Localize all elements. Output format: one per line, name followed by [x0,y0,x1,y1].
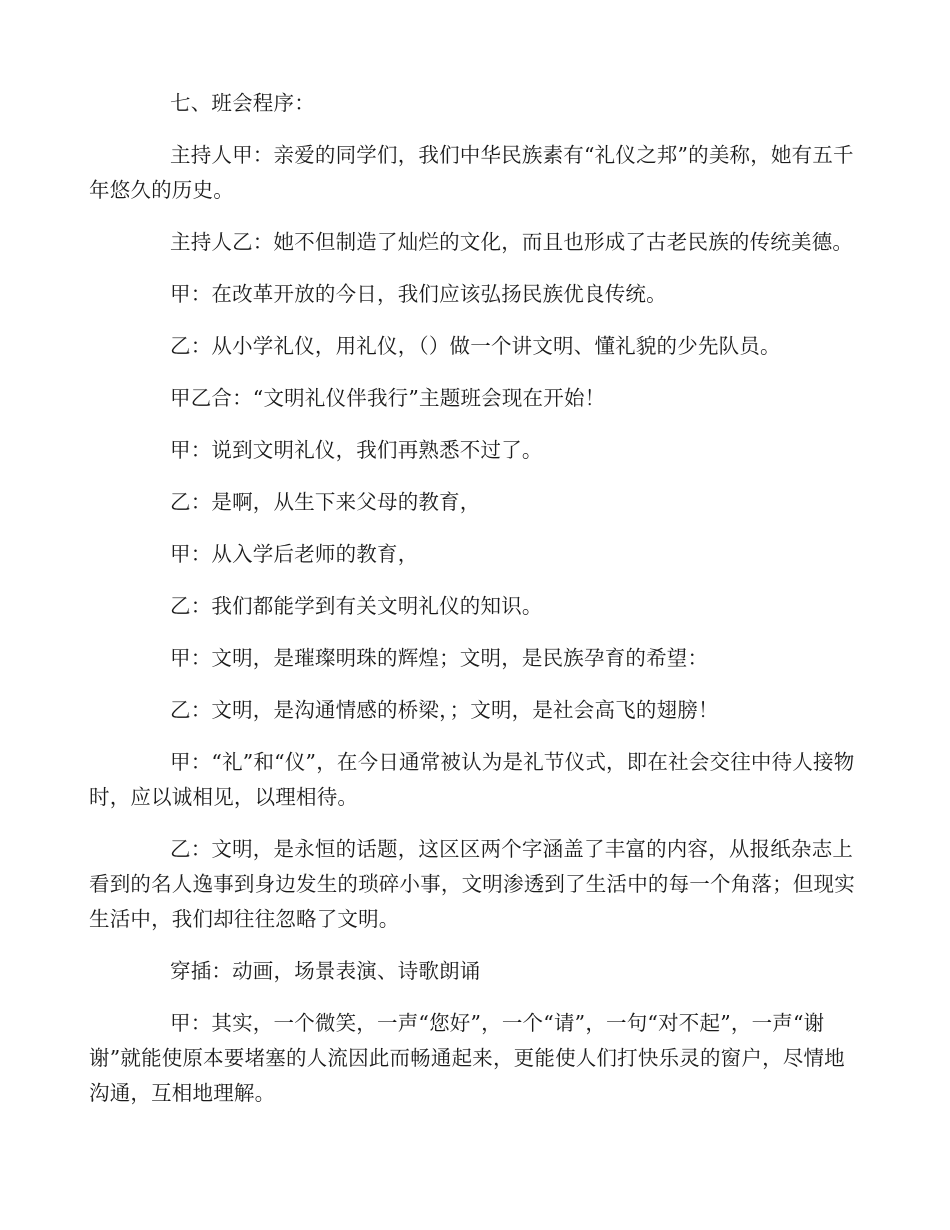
dialogue-paragraph: 主持人乙：她不但制造了灿烂的文化，而且也形成了古老民族的传统美德。 [170,230,854,254]
dialogue-paragraph: 甲：说到文明礼仪，我们再熟悉不过了。 [170,438,543,462]
dialogue-paragraph: 甲：文明，是璀璨明珠的辉煌；文明，是民族孕育的希望： [170,646,709,670]
dialogue-paragraph: 乙：是啊，从生下来父母的教育， [170,490,481,514]
dialogue-paragraph: 甲：从入学后老师的教育， [170,542,419,566]
dialogue-paragraph: 乙：我们都能学到有关文明礼仪的知识。 [170,594,543,618]
dialogue-paragraph: 甲：其实，一个微笑，一声“您好”，一个“请”，一句“对不起”，一声“谢谢”就能使原本要堵塞的人流因此而畅通起来，更能使人们打快乐灵的窗户，尽情地沟通，互相地理解。 [89,1011,845,1105]
dialogue-paragraph: 主持人甲：亲爱的同学们，我们中华民族素有“礼仪之邦”的美称，她有五千年悠久的历史。 [89,143,854,202]
dialogue-paragraph: 乙：文明，是沟通情感的桥梁，；文明，是社会高飞的翅膀！ [170,698,719,722]
stage-direction-paragraph: 穿插：动画，场景表演、诗歌朗诵 [170,959,481,983]
section-heading: 七、班会程序： [170,91,315,115]
dialogue-paragraph: 乙：文明，是永恒的话题，这区区两个字涵盖了丰富的内容，从报纸杂志上看到的名人逸事到身边发生的琐碎小事，文明渗透到了生活中的每一个角落；但现实生活中，我们却往往忽略了文明。 [89,837,855,931]
dialogue-paragraph: 甲乙合：“文明礼仪伴我行”主题班会现在开始！ [170,386,606,410]
dialogue-paragraph: 甲：在改革开放的今日，我们应该弘扬民族优良传统。 [170,282,667,306]
dialogue-paragraph: 甲：“礼”和“仪”，在今日通常被认为是礼节仪式，即在社会交往中待人接物时，应以诚相见，以理相待。 [89,750,855,809]
dialogue-paragraph: 乙：从小学礼仪，用礼仪，（）做一个讲文明、懂礼貌的少先队员。 [170,334,781,358]
